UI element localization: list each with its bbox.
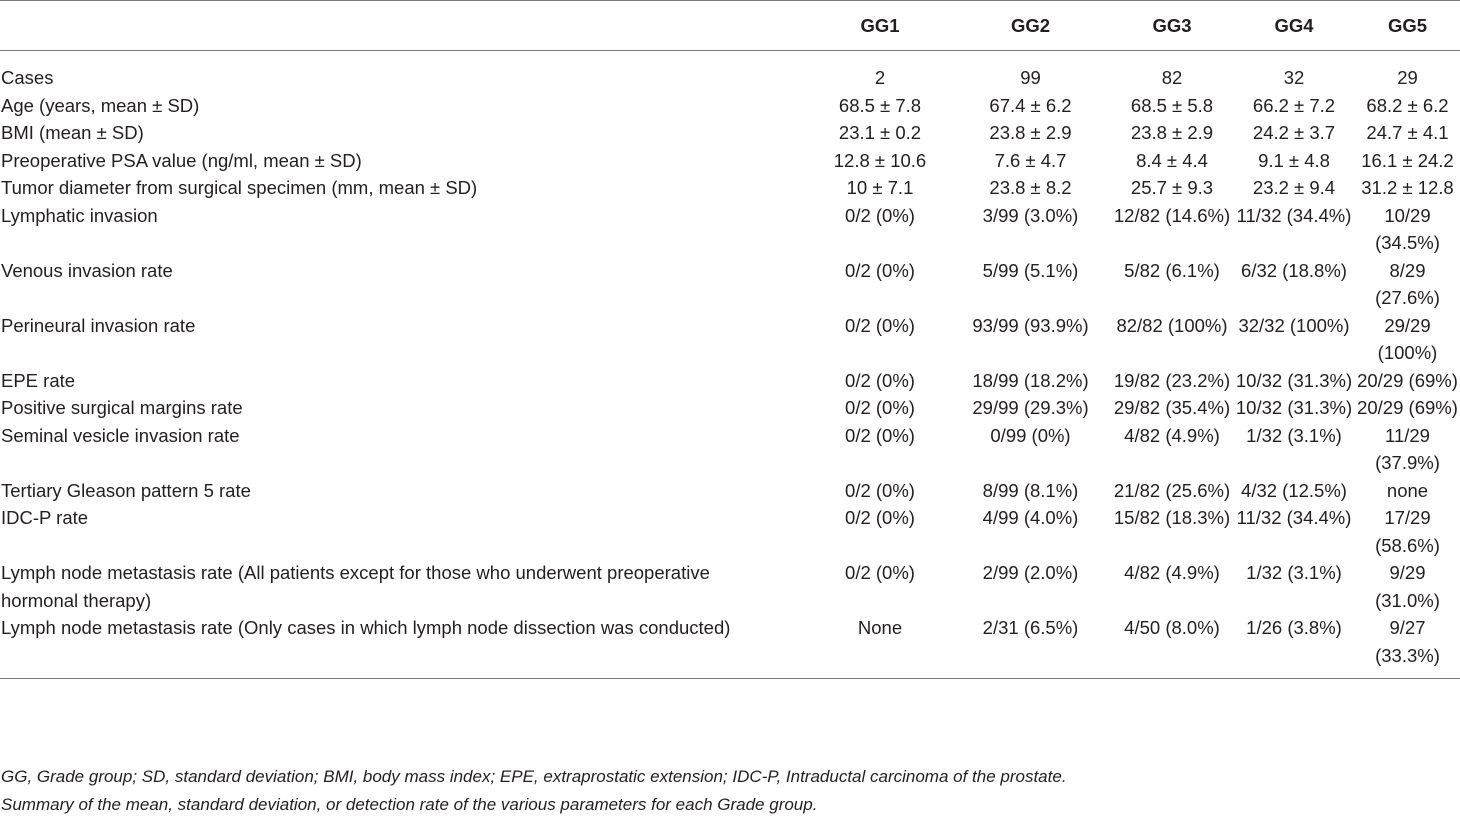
cell-gg3: 19/82 (23.2%) xyxy=(1111,367,1233,395)
cell-gg2: 2/31 (6.5%) xyxy=(950,614,1111,679)
column-header-gg2: GG2 xyxy=(950,1,1111,51)
column-header-gg4: GG4 xyxy=(1233,1,1355,51)
cell-gg1: 0/2 (0%) xyxy=(810,559,950,614)
cell-gg5: 24.7 ± 4.1 xyxy=(1355,119,1460,147)
cell-gg2: 67.4 ± 6.2 xyxy=(950,92,1111,120)
row-label: Preoperative PSA value (ng/ml, mean ± SD) xyxy=(0,147,810,175)
cell-gg3: 21/82 (25.6%) xyxy=(1111,477,1233,505)
cell-gg5: 11/29 (37.9%) xyxy=(1355,422,1460,477)
row-label: Age (years, mean ± SD) xyxy=(0,92,810,120)
cell-gg4: 10/32 (31.3%) xyxy=(1233,394,1355,422)
row-label: Venous invasion rate xyxy=(0,257,810,312)
row-label: Seminal vesicle invasion rate xyxy=(0,422,810,477)
cell-gg3: 25.7 ± 9.3 xyxy=(1111,174,1233,202)
column-header-parameter xyxy=(0,1,810,51)
cell-gg1: 0/2 (0%) xyxy=(810,394,950,422)
cell-gg5: 16.1 ± 24.2 xyxy=(1355,147,1460,175)
row-label: Tumor diameter from surgical specimen (mm, mean ± SD) xyxy=(0,174,810,202)
cell-gg2: 2/99 (2.0%) xyxy=(950,559,1111,614)
cell-gg3: 68.5 ± 5.8 xyxy=(1111,92,1233,120)
table-row xyxy=(0,422,1460,477)
row-label: Lymph node metastasis rate (Only cases in which lymph node dissection was conducted) xyxy=(0,614,810,679)
row-label: Perineural invasion rate xyxy=(0,312,810,367)
cell-gg5: 9/27 (33.3%) xyxy=(1355,614,1460,679)
footnote-abbreviations: GG, Grade group; SD, standard deviation; BMI, body mass index; EPE, extraprostatic extension; IDC-P, Intraductal carcinoma of the prostate. xyxy=(1,763,1067,791)
row-label: Cases xyxy=(0,51,810,92)
cell-gg3: 82/82 (100%) xyxy=(1111,312,1233,367)
cell-gg3: 8.4 ± 4.4 xyxy=(1111,147,1233,175)
cell-gg2: 23.8 ± 8.2 xyxy=(950,174,1111,202)
row-label: BMI (mean ± SD) xyxy=(0,119,810,147)
cell-gg3: 82 xyxy=(1111,51,1233,92)
cell-gg4: 9.1 ± 4.8 xyxy=(1233,147,1355,175)
cell-gg2: 23.8 ± 2.9 xyxy=(950,119,1111,147)
cell-gg5: 20/29 (69%) xyxy=(1355,367,1460,395)
table-row xyxy=(0,174,1460,202)
cell-gg1: 2 xyxy=(810,51,950,92)
cell-gg4: 32/32 (100%) xyxy=(1233,312,1355,367)
table-row xyxy=(0,477,1460,505)
cell-gg5: 8/29 (27.6%) xyxy=(1355,257,1460,312)
column-header-gg5: GG5 xyxy=(1355,1,1460,51)
table-row xyxy=(0,257,1460,312)
cell-gg4: 1/32 (3.1%) xyxy=(1233,422,1355,477)
table-footnotes xyxy=(1,763,1067,818)
table-row xyxy=(0,614,1460,679)
cell-gg2: 3/99 (3.0%) xyxy=(950,202,1111,257)
cell-gg4: 32 xyxy=(1233,51,1355,92)
cell-gg3: 4/50 (8.0%) xyxy=(1111,614,1233,679)
row-label: Lymphatic invasion xyxy=(0,202,810,257)
table-row xyxy=(0,559,1460,614)
cell-gg3: 29/82 (35.4%) xyxy=(1111,394,1233,422)
table-row xyxy=(0,367,1460,395)
cell-gg5: 9/29 (31.0%) xyxy=(1355,559,1460,614)
cell-gg1: None xyxy=(810,614,950,679)
cell-gg2: 99 xyxy=(950,51,1111,92)
table-row xyxy=(0,51,1460,92)
row-label: Positive surgical margins rate xyxy=(0,394,810,422)
cell-gg3: 12/82 (14.6%) xyxy=(1111,202,1233,257)
cell-gg5: 10/29 (34.5%) xyxy=(1355,202,1460,257)
cell-gg3: 23.8 ± 2.9 xyxy=(1111,119,1233,147)
cell-gg4: 6/32 (18.8%) xyxy=(1233,257,1355,312)
cell-gg1: 68.5 ± 7.8 xyxy=(810,92,950,120)
cell-gg1: 0/2 (0%) xyxy=(810,367,950,395)
table-row xyxy=(0,147,1460,175)
cell-gg1: 10 ± 7.1 xyxy=(810,174,950,202)
cell-gg4: 11/32 (34.4%) xyxy=(1233,202,1355,257)
cell-gg2: 93/99 (93.9%) xyxy=(950,312,1111,367)
cell-gg2: 18/99 (18.2%) xyxy=(950,367,1111,395)
cell-gg3: 4/82 (4.9%) xyxy=(1111,422,1233,477)
cell-gg2: 0/99 (0%) xyxy=(950,422,1111,477)
cell-gg4: 66.2 ± 7.2 xyxy=(1233,92,1355,120)
cell-gg1: 23.1 ± 0.2 xyxy=(810,119,950,147)
table-row xyxy=(0,394,1460,422)
column-header-gg1: GG1 xyxy=(810,1,950,51)
cell-gg4: 1/26 (3.8%) xyxy=(1233,614,1355,679)
cell-gg5: 17/29 (58.6%) xyxy=(1355,504,1460,559)
cell-gg4: 4/32 (12.5%) xyxy=(1233,477,1355,505)
cell-gg2: 7.6 ± 4.7 xyxy=(950,147,1111,175)
cell-gg3: 4/82 (4.9%) xyxy=(1111,559,1233,614)
cell-gg1: 0/2 (0%) xyxy=(810,422,950,477)
cell-gg5: 29 xyxy=(1355,51,1460,92)
cell-gg1: 12.8 ± 10.6 xyxy=(810,147,950,175)
cell-gg3: 5/82 (6.1%) xyxy=(1111,257,1233,312)
cell-gg1: 0/2 (0%) xyxy=(810,257,950,312)
row-label: Lymph node metastasis rate (All patients except for those who underwent preoperative hormonal therapy) xyxy=(0,559,810,614)
footnote-summary: Summary of the mean, standard deviation, or detection rate of the various parameters for each Grade group. xyxy=(1,791,1067,818)
column-header-gg3: GG3 xyxy=(1111,1,1233,51)
row-label: Tertiary Gleason pattern 5 rate xyxy=(0,477,810,505)
cell-gg1: 0/2 (0%) xyxy=(810,312,950,367)
table-row xyxy=(0,119,1460,147)
cell-gg5: 68.2 ± 6.2 xyxy=(1355,92,1460,120)
cell-gg1: 0/2 (0%) xyxy=(810,477,950,505)
table-header-row xyxy=(0,1,1460,51)
cell-gg4: 24.2 ± 3.7 xyxy=(1233,119,1355,147)
cell-gg4: 1/32 (3.1%) xyxy=(1233,559,1355,614)
table-row xyxy=(0,312,1460,367)
cell-gg2: 29/99 (29.3%) xyxy=(950,394,1111,422)
cell-gg5: 20/29 (69%) xyxy=(1355,394,1460,422)
cell-gg2: 5/99 (5.1%) xyxy=(950,257,1111,312)
row-label: IDC-P rate xyxy=(0,504,810,559)
cell-gg1: 0/2 (0%) xyxy=(810,202,950,257)
cell-gg2: 4/99 (4.0%) xyxy=(950,504,1111,559)
row-label: EPE rate xyxy=(0,367,810,395)
cell-gg3: 15/82 (18.3%) xyxy=(1111,504,1233,559)
cell-gg5: 29/29 (100%) xyxy=(1355,312,1460,367)
cell-gg5: 31.2 ± 12.8 xyxy=(1355,174,1460,202)
cell-gg2: 8/99 (8.1%) xyxy=(950,477,1111,505)
cell-gg4: 11/32 (34.4%) xyxy=(1233,504,1355,559)
table-row xyxy=(0,92,1460,120)
cell-gg4: 10/32 (31.3%) xyxy=(1233,367,1355,395)
table-row xyxy=(0,504,1460,559)
cell-gg5: none xyxy=(1355,477,1460,505)
cell-gg1: 0/2 (0%) xyxy=(810,504,950,559)
table-row xyxy=(0,202,1460,257)
cell-gg4: 23.2 ± 9.4 xyxy=(1233,174,1355,202)
